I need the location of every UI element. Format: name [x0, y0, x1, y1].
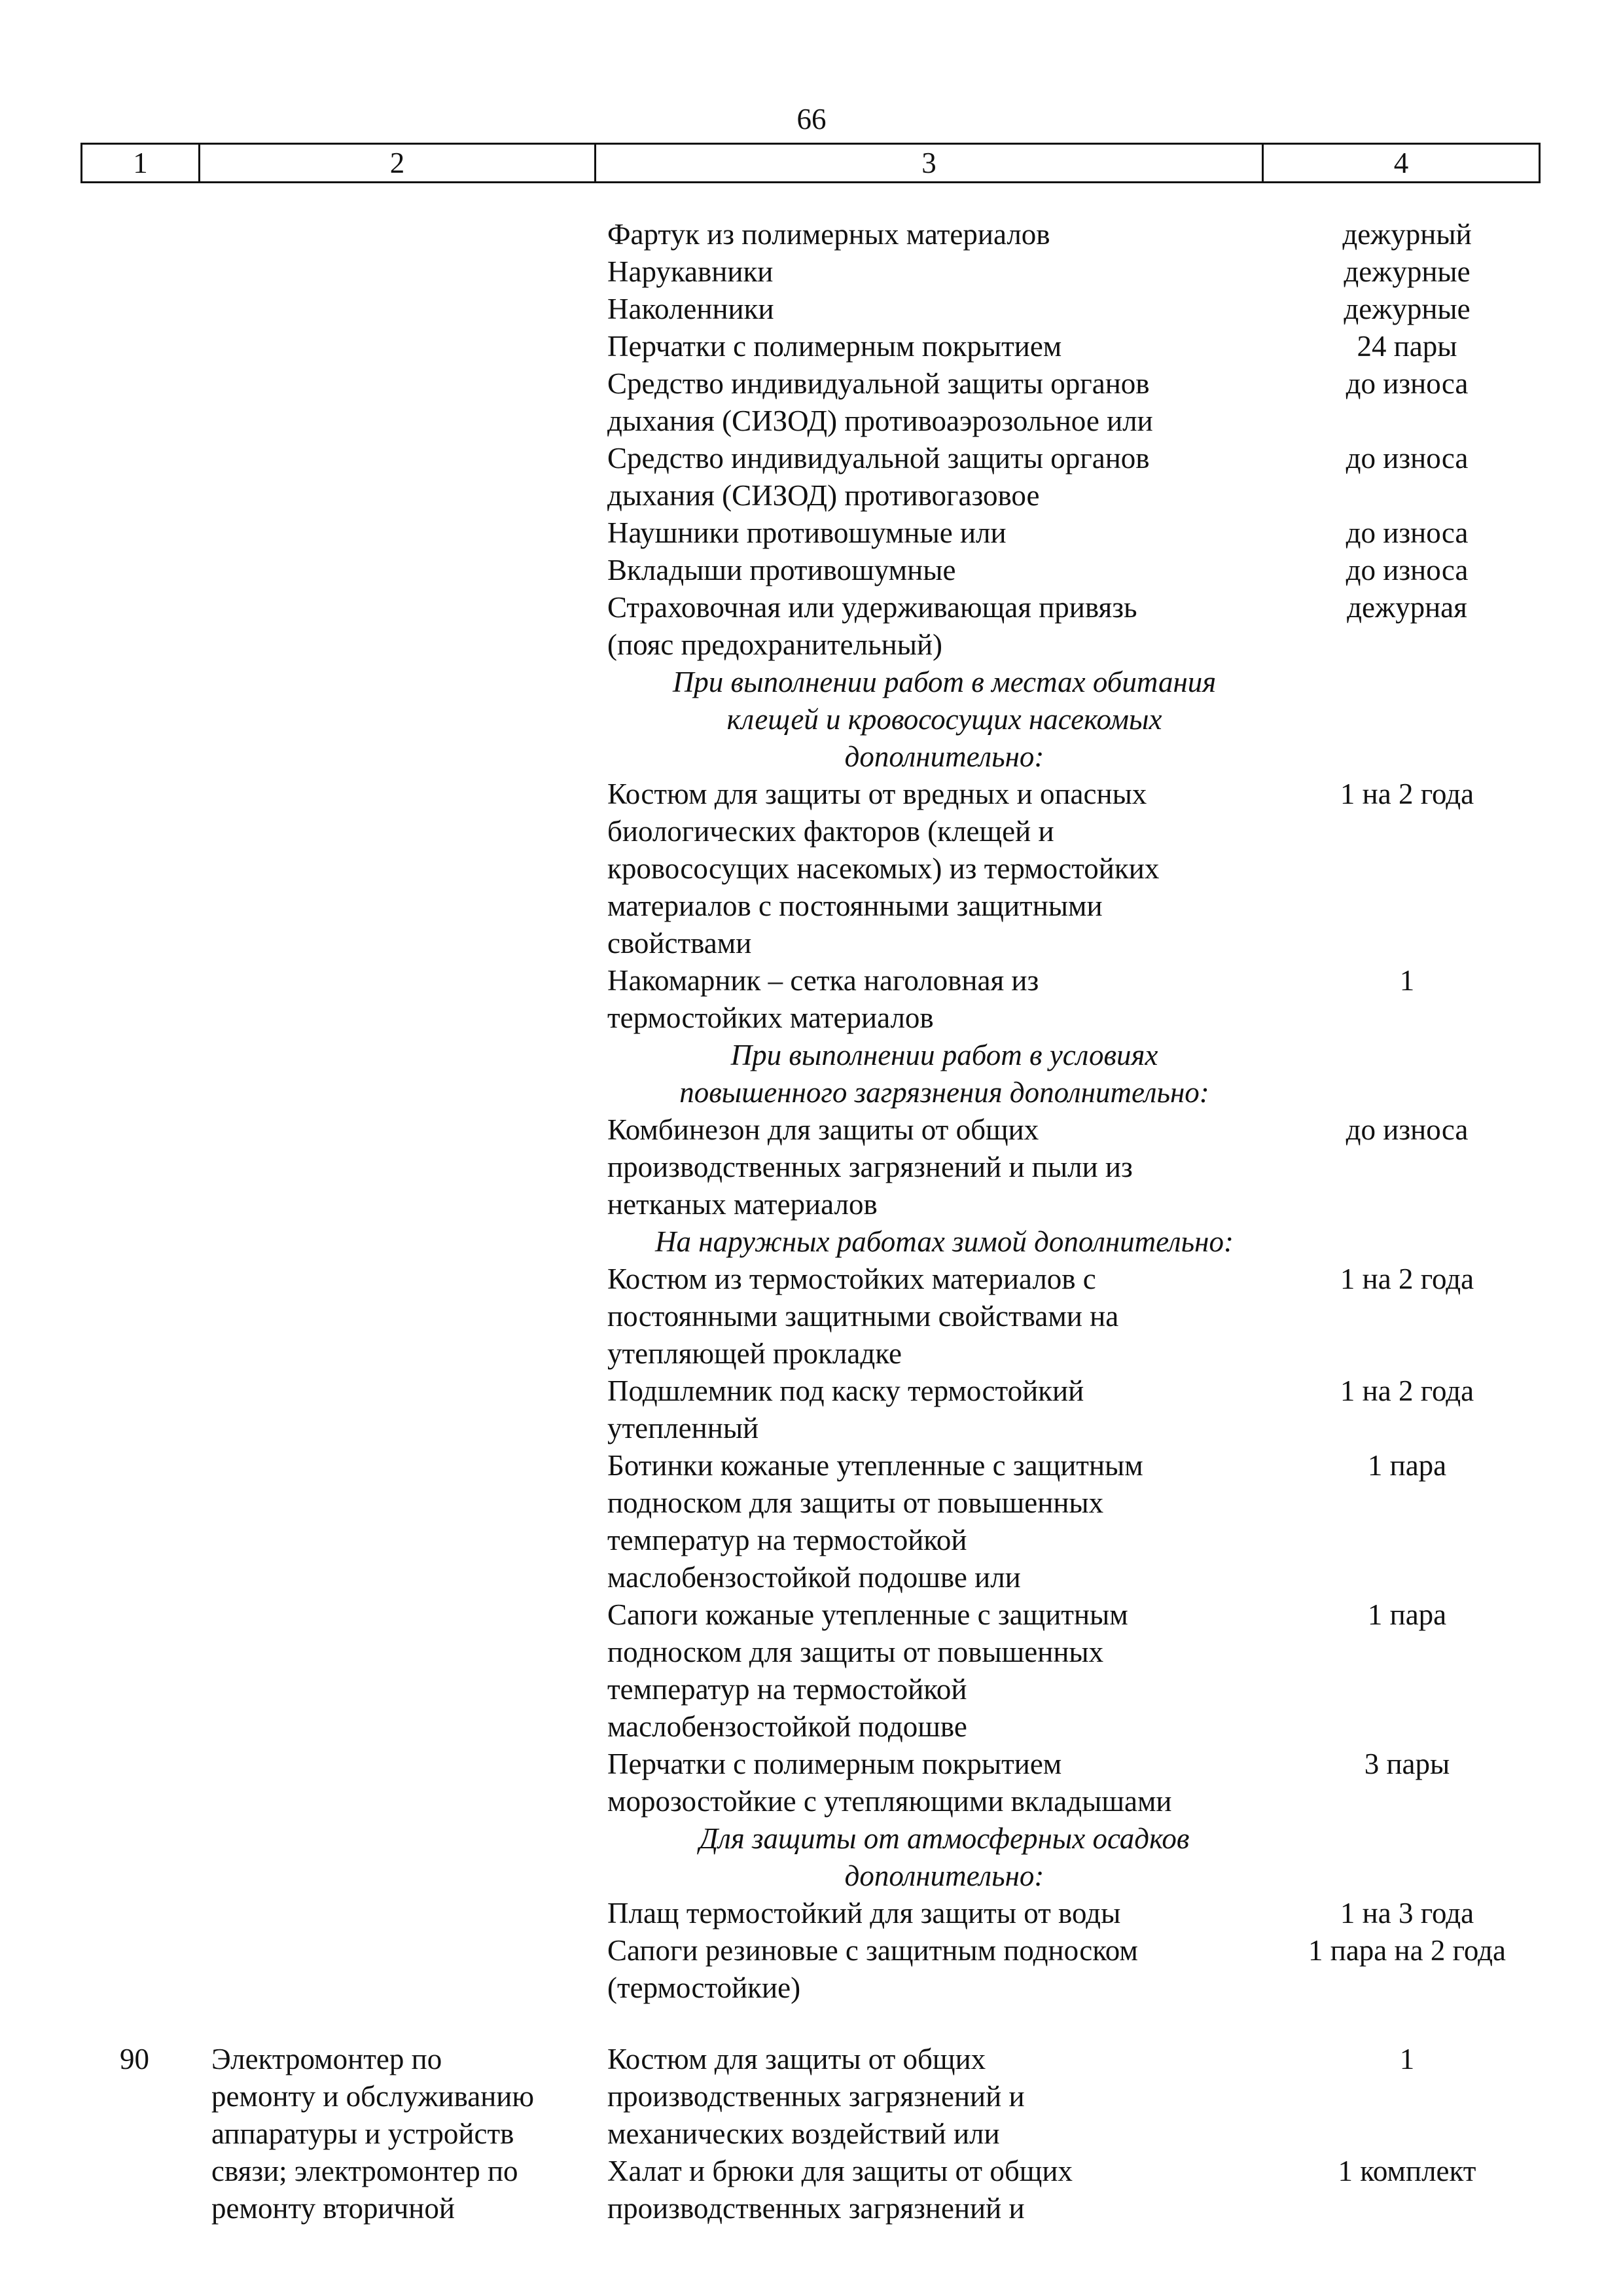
section-heading-line: дополнительно:: [844, 1859, 1044, 1892]
profession-line: аппаратуры и устройств: [211, 2117, 514, 2150]
ppe-item-name-line: свойствами: [607, 927, 752, 960]
ppe-item-quantity: 1 пара на 2 года: [1308, 1934, 1506, 1967]
ppe-item-name-line: производственных загрязнений и пыли из: [607, 1151, 1133, 1183]
ppe-item-name-line: утепляющей прокладке: [607, 1337, 902, 1370]
ppe-item-name-line: Нарукавники: [607, 255, 774, 288]
ppe-item-quantity: 1 пара: [1367, 1449, 1447, 1482]
ppe-item-name-line: производственных загрязнений и: [607, 2080, 1025, 2113]
ppe-item-name-line: температур на термостойкой: [607, 1524, 967, 1556]
section-heading-line: клещей и кровососущих насекомых: [726, 703, 1162, 736]
ppe-item-name-line: термостойких материалов: [607, 1001, 934, 1034]
ppe-item-quantity: 1: [1399, 2043, 1415, 2075]
ppe-item-name-line: кровососущих насекомых) из термостойких: [607, 852, 1160, 885]
section-heading: [607, 664, 1281, 776]
ppe-item-name: [607, 328, 1262, 365]
column-4-header: 4: [1263, 144, 1540, 183]
ppe-item-name-line: Страховочная или удерживающая привязь: [607, 591, 1137, 624]
ppe-item-name-line: механических воздействий или: [607, 2117, 1000, 2150]
ppe-item-name-line: Халат и брюки для защиты от общих: [607, 2155, 1073, 2187]
ppe-item-name-line: Костюм из термостойких материалов с: [607, 1263, 1096, 1295]
ppe-item-name-line: температур на термостойкой: [607, 1673, 967, 1706]
ppe-item-name: [607, 552, 1262, 589]
ppe-item-quantity: до износа: [1346, 1113, 1469, 1146]
profession-line: связи; электромонтер по: [211, 2155, 518, 2187]
ppe-item-name: [607, 1111, 1262, 1223]
ppe-item-name-line: нетканых материалов: [607, 1188, 878, 1221]
ppe-item-name-line: подноском для защиты от повышенных: [607, 1636, 1104, 1668]
ppe-item-name: [607, 514, 1262, 552]
ppe-item-name: [607, 2153, 1262, 2227]
ppe-item-name-line: Вкладыши противошумные: [607, 554, 956, 586]
ppe-item-name: [607, 1932, 1262, 2007]
ppe-item-name-line: Костюм для защиты от общих: [607, 2043, 986, 2075]
ppe-item-name-line: Комбинезон для защиты от общих: [607, 1113, 1039, 1146]
ppe-item-name-line: Костюм для защиты от вредных и опасных: [607, 778, 1147, 810]
section-heading: [607, 1037, 1281, 1111]
ppe-item-quantity: 1 комплект: [1338, 2155, 1476, 2187]
ppe-item-name: [607, 589, 1262, 664]
ppe-item-name-line: подноском для защиты от повышенных: [607, 1486, 1104, 1519]
page-number: 66: [796, 103, 827, 135]
ppe-item-name-line: Перчатки с полимерным покрытием: [607, 330, 1062, 363]
ppe-item-quantity: 1: [1399, 964, 1415, 997]
ppe-item-quantity: 1 на 2 года: [1340, 1263, 1474, 1295]
ppe-item-quantity: 1 на 2 года: [1340, 778, 1474, 810]
ppe-item-name-line: утепленный: [607, 1412, 759, 1444]
profession-line: ремонту и обслуживанию: [211, 2080, 535, 2113]
section-heading-line: На наружных работах зимой дополнительно:: [655, 1225, 1234, 1258]
ppe-item-name-line: дыхания (СИЗОД) противогазовое: [607, 479, 1040, 512]
ppe-item-name: [607, 291, 1262, 328]
ppe-item-name-line: Средство индивидуальной защиты органов: [607, 442, 1150, 475]
ppe-item-name-line: Фартук из полимерных материалов: [607, 218, 1050, 251]
ppe-item-name: [607, 1746, 1262, 1820]
ppe-item-name-line: дыхания (СИЗОД) противоаэрозольное или: [607, 404, 1153, 437]
section-heading-line: При выполнении работ в местах обитания: [672, 666, 1217, 698]
ppe-item-quantity: до износа: [1346, 367, 1469, 400]
ppe-item-name-line: биологических факторов (клещей и: [607, 815, 1054, 848]
ppe-item-name-line: морозостойкие с утепляющими вкладышами: [607, 1785, 1172, 1818]
ppe-item-name: [607, 1596, 1262, 1746]
section-heading-line: Для защиты от атмосферных осадков: [699, 1822, 1190, 1855]
ppe-item-name-line: (термостойкие): [607, 1971, 801, 2004]
ppe-item-quantity: до износа: [1346, 554, 1469, 586]
section-heading: [607, 1223, 1281, 1261]
ppe-item-name-line: маслобензостойкой подошве или: [607, 1561, 1021, 1594]
ppe-item-name: [607, 962, 1262, 1037]
ppe-item-quantity: до износа: [1346, 442, 1469, 475]
ppe-item-quantity: 1 на 2 года: [1340, 1374, 1474, 1407]
ppe-item-name: [607, 776, 1262, 962]
ppe-item-name-line: маслобензостойкой подошве: [607, 1710, 967, 1743]
column-1-header: 1: [82, 144, 200, 183]
ppe-item-quantity: 3 пары: [1364, 1748, 1450, 1780]
section-heading-line: дополнительно:: [844, 740, 1044, 773]
column-2-header: 2: [200, 144, 596, 183]
column-3-header: 3: [596, 144, 1263, 183]
ppe-item-name: [607, 1261, 1262, 1372]
ppe-item-name: [607, 253, 1262, 291]
ppe-item-name: [607, 1895, 1262, 1932]
ppe-item-quantity: дежурный: [1342, 218, 1472, 251]
ppe-item-quantity: 24 пары: [1357, 330, 1457, 363]
ppe-item-name-line: Накомарник – сетка наголовная из: [607, 964, 1039, 997]
profession-line: Электромонтер по: [211, 2043, 442, 2075]
ppe-item-name-line: Наушники противошумные или: [607, 516, 1007, 549]
ppe-item-quantity: 1 пара: [1367, 1598, 1447, 1631]
ppe-item-name-line: Подшлемник под каску термостойкий: [607, 1374, 1084, 1407]
ppe-item-quantity: дежурные: [1344, 293, 1471, 325]
ppe-item-name-line: Перчатки с полимерным покрытием: [607, 1748, 1062, 1780]
section-heading-line: повышенного загрязнения дополнительно:: [679, 1076, 1209, 1109]
ppe-item-name: [607, 2041, 1262, 2153]
ppe-item-name-line: Ботинки кожаные утепленные с защитным: [607, 1449, 1143, 1482]
ppe-item-name: [607, 365, 1262, 440]
ppe-item-name: [607, 1372, 1262, 1447]
ppe-item-name-line: материалов с постоянными защитными: [607, 889, 1103, 922]
entry-number: 90: [120, 2043, 149, 2075]
ppe-item-name-line: Плащ термостойкий для защиты от воды: [607, 1897, 1121, 1929]
ppe-item-name: [607, 216, 1262, 253]
profession-name: [211, 2041, 591, 2227]
ppe-item-name-line: производственных загрязнений и: [607, 2192, 1025, 2225]
ppe-item-quantity: дежурная: [1347, 591, 1467, 624]
ppe-item-quantity: 1 на 3 года: [1340, 1897, 1474, 1929]
ppe-item-name-line: Средство индивидуальной защиты органов: [607, 367, 1150, 400]
ppe-item-name: [607, 440, 1262, 514]
ppe-item-name: [607, 1447, 1262, 1596]
ppe-item-quantity: до износа: [1346, 516, 1469, 549]
section-heading: [607, 1820, 1281, 1895]
section-heading-line: При выполнении работ в условиях: [730, 1039, 1158, 1071]
ppe-item-name-line: (пояс предохранительный): [607, 628, 943, 661]
ppe-item-name-line: Сапоги кожаные утепленные с защитным: [607, 1598, 1128, 1631]
profession-line: ремонту вторичной: [211, 2192, 455, 2225]
ppe-item-name-line: Наколенники: [607, 293, 774, 325]
column-number-header: [80, 143, 1541, 183]
ppe-item-name-line: Сапоги резиновые с защитным подноском: [607, 1934, 1138, 1967]
ppe-item-quantity: дежурные: [1344, 255, 1471, 288]
ppe-item-name-line: постоянными защитными свойствами на: [607, 1300, 1119, 1333]
